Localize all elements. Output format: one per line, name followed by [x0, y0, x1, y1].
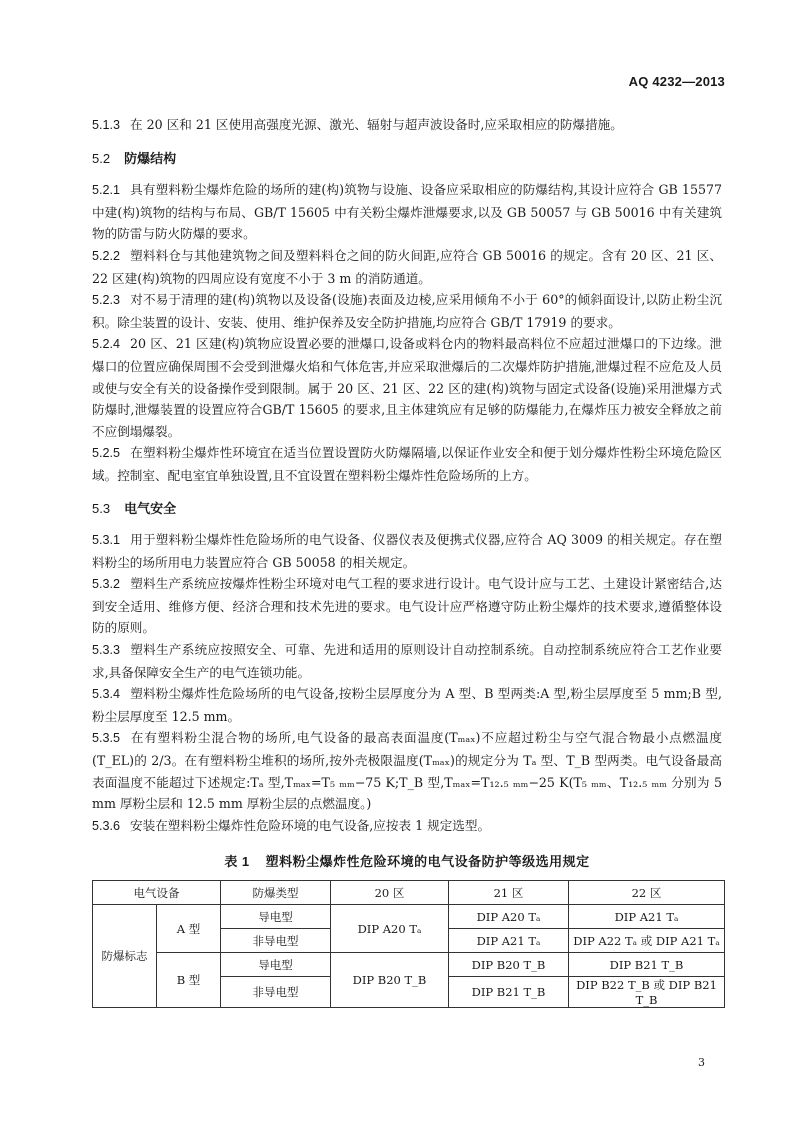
clause-number: 5.1.3	[92, 118, 121, 132]
header-zone-21: 21 区	[449, 881, 569, 905]
cell-type: 非导电型	[221, 977, 331, 1008]
clause-5-3-4	[92, 683, 722, 727]
clause-number: 5.3.2	[92, 577, 121, 592]
table-caption	[92, 851, 722, 870]
clause-number: 5.3.4	[92, 687, 121, 702]
table-title: 塑料粉尘爆炸性危险环境的电气设备防护等级选用规定	[265, 854, 590, 870]
cell-zone-22: DIP B21 T_B	[569, 953, 725, 977]
table-header-row	[93, 881, 725, 905]
clause-5-3-1	[92, 529, 722, 573]
section-heading-5-3	[92, 498, 722, 520]
cell-zone-21: DIP B21 T_B	[449, 977, 569, 1008]
clause-number: 5.2.3	[92, 293, 121, 308]
cell-zone-22: DIP A22 Tₐ 或 DIP A21 Tₐ	[569, 929, 725, 953]
header-type: 防爆类型	[221, 881, 331, 905]
page-number: 3	[698, 1056, 705, 1069]
a-type-label: A 型	[157, 905, 221, 953]
clause-text: 对不易于清理的建(构)筑物以及设备(设施)表面及边棱,应采用倾角不小于 60°的倾斜面设计,以防止粉尘沉积。除尘装置的设计、安装、使用、维护保养及安全防护措施,均应符合 GB/T 17919 的要求。	[92, 292, 722, 330]
table-row	[93, 905, 725, 929]
clause-5-3-5	[92, 727, 722, 814]
group-label: 防爆标志	[93, 905, 157, 1008]
clause-text: 塑料生产系统应按照安全、可靠、先进和适用的原则设计自动控制系统。自动控制系统应符合工艺作业要求,具备保障安全生产的电气连锁功能。	[92, 642, 722, 680]
clause-5-2-4	[92, 333, 722, 442]
clause-5-2-2	[92, 245, 722, 289]
b-type-label: B 型	[157, 953, 221, 1008]
cell-zone-20: DIP B20 T_B	[331, 953, 449, 1008]
clause-text: 在有塑料粉尘混合物的场所,电气设备的最高表面温度(Tₘₐₓ)不应超过粉尘与空气混合物最小点燃温度(T_EL)的 2/3。在有塑料粉尘堆积的场所,按外壳极限温度(Tₘₐₓ)的规定分为 Tₐ 型、T_B 型两类。电气设备最高表面温度不能超过下述规定:Tₐ 型,Tₘₐₓ=T₅ ₘₘ−75 K;T_B 型,Tₘₐₓ=T₁₂.₅ ₘₘ−25 K(T₅ ₘₘ、T₁₂.₅ ₘₘ 分别为 5 mm 厚粉尘层和 12.5 mm 厚粉尘层的点燃温度。)	[92, 730, 722, 812]
header-zone-22: 22 区	[569, 881, 725, 905]
clause-number: 5.3.1	[92, 533, 121, 548]
cell-zone-21: DIP A20 Tₐ	[449, 905, 569, 929]
clause-text: 塑料料仓与其他建筑物之间及塑料料仓之间的防火间距,应符合 GB 50016 的规定。含有 20 区、21 区、22 区建(构)筑物的四周应设有宽度不小于 3 m 的消防通道。	[92, 247, 722, 286]
clause-text: 塑料粉尘爆炸性危险场所的电气设备,按粉尘层厚度分为 A 型、B 型两类:A 型,粉尘层厚度至 5 mm;B 型,粉尘层厚度至 12.5 mm。	[92, 686, 722, 724]
clause-text: 在塑料粉尘爆炸性环境宜在适当位置设置防火防爆隔墙,以保证作业安全和便于划分爆炸性粉尘环境危险区域。控制室、配电室宜单独设置,且不宜设置在塑料粉尘爆炸性危险场所的上方。	[92, 445, 722, 483]
cell-type: 非导电型	[221, 929, 331, 953]
clause-text: 具有塑料粉尘爆炸危险的场所的建(构)筑物与设施、设备应采取相应的防爆结构,其设计应符合 GB 15577 中建(构)筑物的结构与布局、GB/T 15605 中有关粉尘爆炸泄爆要求,以及 GB 50057 与 GB 50016 中有关建筑物的防雷与防火防爆的要求。	[92, 182, 722, 242]
clause-5-2-3	[92, 289, 722, 333]
cell-zone-22: DIP B22 T_B 或 DIP B21 T_B	[569, 977, 725, 1008]
cell-zone-21: DIP B20 T_B	[449, 953, 569, 977]
section-title: 电气安全	[124, 500, 177, 516]
section-number: 5.3	[92, 500, 111, 516]
cell-zone-22: DIP A21 Tₐ	[569, 905, 725, 929]
cell-type: 导电型	[221, 953, 331, 977]
section-heading-5-2	[92, 148, 722, 170]
header-zone-20: 20 区	[331, 881, 449, 905]
clause-number: 5.2.1	[92, 183, 121, 198]
clause-5-3-6	[92, 815, 722, 838]
clause-text: 安装在塑料粉尘爆炸性危险环境的电气设备,应按表 1 规定选型。	[130, 817, 491, 833]
clause-5-3-2	[92, 573, 722, 639]
clause-text: 20 区、21 区建(构)筑物应设置必要的泄爆口,设备或料仓内的物料最高料位不应超过泄爆口的下边缘。泄爆口的位置应确保周围不会受到泄爆火焰和气体危害,并应采取泄爆后的二次爆炸防护措施,泄爆过程不应危及人员或使与安全有关的设备操作受到限制。属于 20 区、21 区、22 区的建(构)筑物与固定式设备(设施)采用泄爆方式防爆时,泄爆装置的设置应符合GB/T 15605 的要求,且主体建筑应有足够的防爆能力,在爆炸压力被安全释放之前不应倒塌爆裂。	[92, 336, 722, 439]
section-title: 防爆结构	[124, 150, 177, 166]
clause-number: 5.2.5	[92, 446, 121, 461]
clause-5-2-5	[92, 442, 722, 486]
clause-number: 5.2.2	[92, 248, 121, 263]
clause-number: 5.3.5	[92, 731, 121, 746]
standard-code: AQ 4232—2013	[628, 74, 725, 89]
document-body	[92, 114, 722, 1008]
table-row	[93, 953, 725, 977]
header-equipment: 电气设备	[93, 881, 221, 905]
clause-5-1-3	[92, 114, 722, 137]
clause-number: 5.3.3	[92, 643, 121, 658]
clause-text: 用于塑料粉尘爆炸性危险场所的电气设备、仪器仪表及便携式仪器,应符合 AQ 3009 的相关规定。存在塑料粉尘的场所用电力装置应符合 GB 50058 的相关规定。	[92, 532, 722, 570]
clause-number: 5.2.4	[92, 337, 121, 352]
cell-type: 导电型	[221, 905, 331, 929]
equipment-protection-table	[92, 880, 725, 1008]
clause-text: 塑料生产系统应按爆炸性粉尘环境对电气工程的要求进行设计。电气设计应与工艺、土建设计紧密结合,达到安全适用、维修方便、经济合理和技术先进的要求。电气设计应严格遵守防止粉尘爆炸的技术要求,遵循整体设防的原则。	[92, 576, 722, 636]
clause-number: 5.3.6	[92, 818, 121, 833]
clause-5-3-3	[92, 639, 722, 683]
table-number: 表 1	[224, 854, 250, 870]
cell-zone-20: DIP A20 Tₐ	[331, 905, 449, 953]
section-number: 5.2	[92, 150, 111, 166]
clause-5-2-1	[92, 179, 722, 245]
clause-text: 在 20 区和 21 区使用高强度光源、激光、辐射与超声波设备时,应采取相应的防爆措施。	[130, 117, 623, 132]
cell-zone-21: DIP A21 Tₐ	[449, 929, 569, 953]
